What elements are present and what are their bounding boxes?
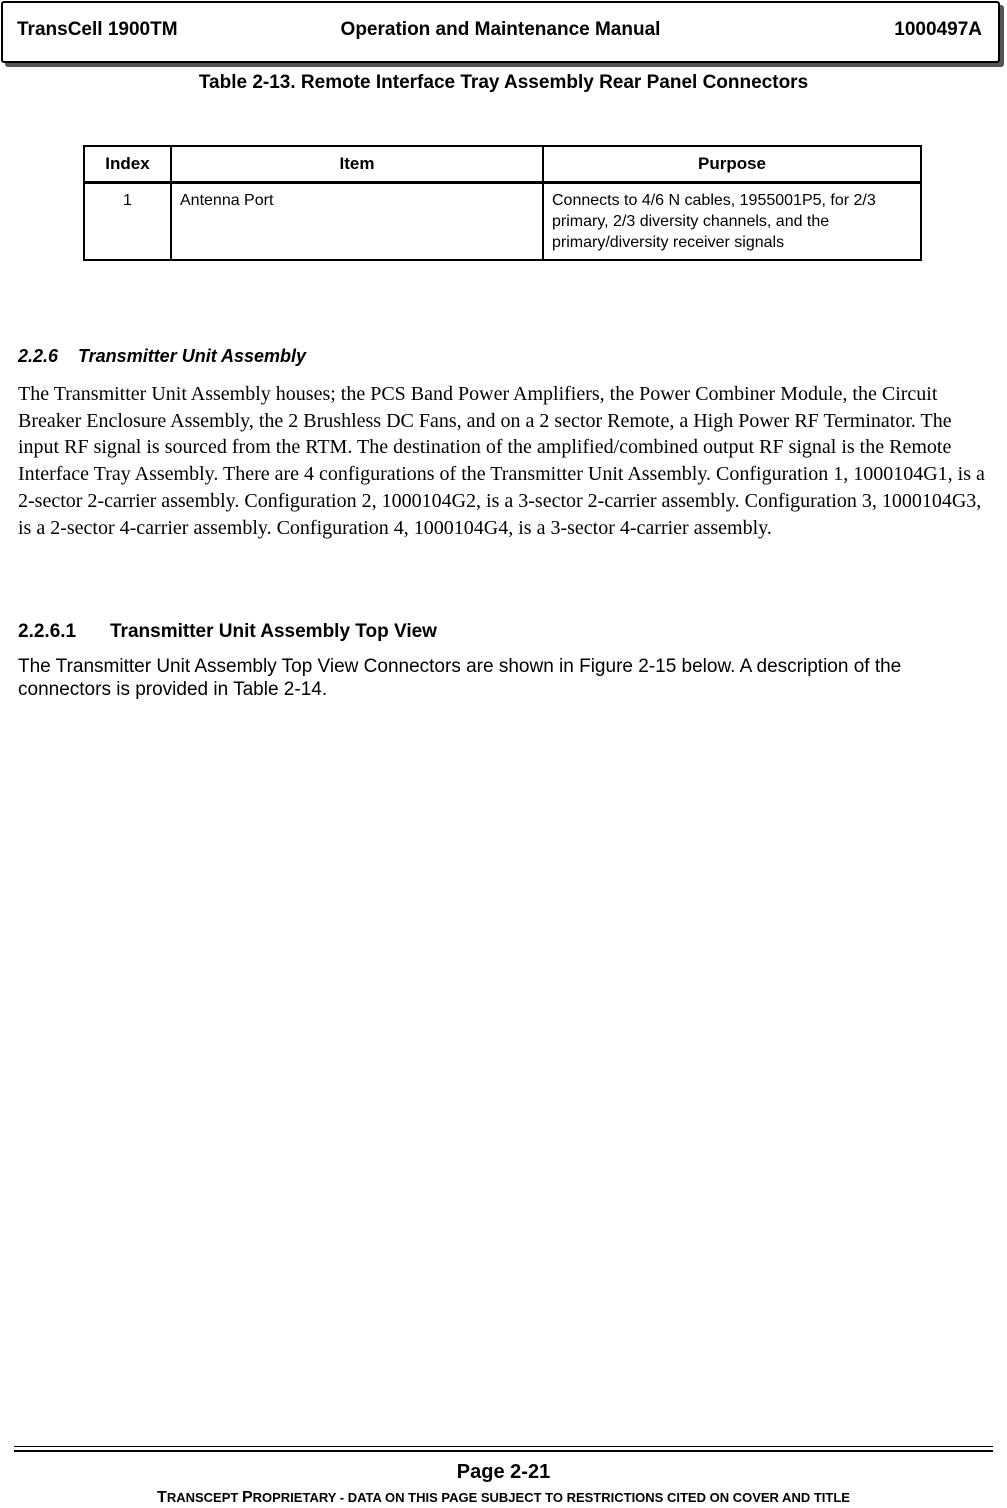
section-body: The Transmitter Unit Assembly houses; the PCS Band Power Amplifiers, the Power Combiner Module, the Circuit Breaker Enclosure Assembly, the 2 Brushless DC Fans, and on a 2 sector Remote, a High Power RF Terminator. The input RF signal is sourced from the RTM. The destination of the amplified/combined output RF signal is the Remote Interface Tray Assembly. There are 4 configurations of the Transmitter Unit Assembly. Configuration 1, 1000104G1, is a 2-sector 2-carrier assembly. Configuration 2, 1000104G2, is a 3-sector 2-carrier assembly. Configuration 3, 1000104G3, is a 2-sector 4-carrier assembly. Configuration 4, 1000104G4, is a 3-sector 4-carrier assembly.: [18, 383, 985, 539]
page-header: [1, 1, 1000, 63]
subsection-heading: [18, 621, 437, 643]
section-heading: [18, 346, 306, 367]
cell-purpose: Connects to 4/6 N cables, 1955001P5, for 2/3 primary, 2/3 diversity channels, and the primary/diversity receiver signals: [543, 183, 921, 261]
cell-index: 1: [84, 183, 171, 261]
subsection-body: The Transmitter Unit Assembly Top View Connectors are shown in Figure 2-15 below. A description of the connectors is provided in Table 2-14.: [18, 656, 902, 700]
header-product: TransCell 1900TM: [17, 19, 178, 40]
cell-item: Antenna Port: [171, 183, 543, 261]
table-caption: Table 2-13. Remote Interface Tray Assembly Rear Panel Connectors: [198, 72, 809, 93]
proprietary-notice: TRANSCEPT PROPRIETARY - DATA ON THIS PAGE SUBJECT TO RESTRICTIONS CITED ON COVER AND TITLE: [157, 1489, 850, 1506]
footer-rule-bottom: [14, 1450, 993, 1452]
header-doc-number: 1000497A: [894, 19, 982, 40]
subsection-title: Transmitter Unit Assembly Top View: [110, 621, 437, 642]
subsection-number: 2.2.6.1: [18, 621, 77, 642]
table-header-row: [84, 146, 921, 183]
column-header-purpose: Purpose: [543, 146, 921, 183]
section-title: Transmitter Unit Assembly: [78, 346, 307, 366]
connectors-table: [83, 145, 922, 261]
footer-rule-top: [14, 1446, 993, 1447]
column-header-index: Index: [84, 146, 171, 183]
section-number: 2.2.6: [18, 346, 59, 366]
header-manual-title: Operation and Maintenance Manual: [340, 19, 661, 40]
table-row: [84, 183, 921, 261]
column-header-item: Item: [171, 146, 543, 183]
page-number: Page 2-21: [456, 1461, 551, 1483]
